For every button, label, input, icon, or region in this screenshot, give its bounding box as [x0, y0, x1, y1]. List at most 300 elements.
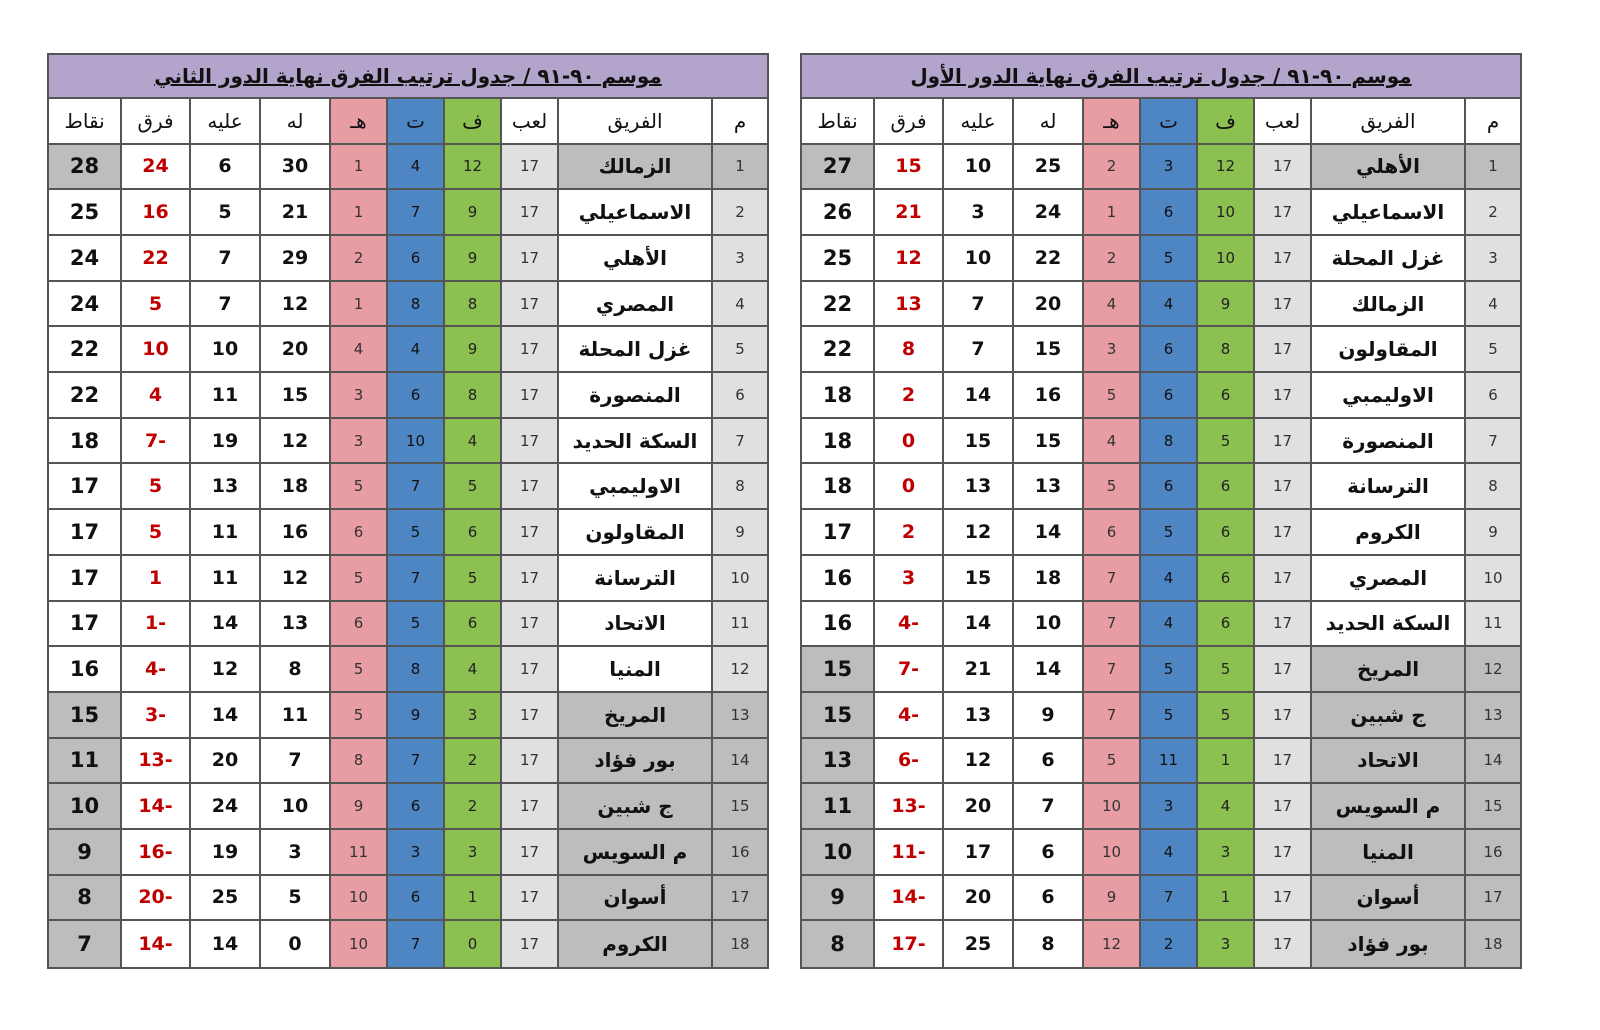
goals-against-cell: 25: [189, 876, 259, 920]
lost-cell: 10: [329, 876, 386, 920]
goals-against-cell: 14: [189, 602, 259, 646]
played-cell: 17: [1253, 282, 1310, 326]
played-cell: 17: [500, 876, 557, 920]
won-cell: 6: [1196, 556, 1253, 600]
goals-against-cell: 11: [189, 556, 259, 600]
lost-cell: 7: [1082, 556, 1139, 600]
table-row: [802, 556, 1520, 602]
played-cell: 17: [500, 419, 557, 463]
table-row: [49, 921, 767, 967]
team-name: الاتحاد: [557, 602, 711, 646]
table-row: [802, 282, 1520, 328]
won-cell: 1: [443, 876, 500, 920]
won-cell: 3: [1196, 921, 1253, 967]
lost-cell: 4: [329, 327, 386, 371]
goals-against-cell: 11: [189, 373, 259, 417]
goals-for-cell: 8: [1012, 921, 1082, 967]
table-row: [49, 556, 767, 602]
won-cell: 10: [1196, 236, 1253, 280]
goal-diff-cell: -4: [873, 693, 942, 737]
points-cell: 9: [49, 830, 120, 874]
drawn-cell: 6: [1139, 464, 1196, 508]
team-name: الترسانة: [1310, 464, 1464, 508]
team-name: الزمالك: [1310, 282, 1464, 326]
goals-against-cell: 12: [942, 739, 1012, 783]
rank-cell: 1: [711, 145, 767, 189]
team-name: الترسانة: [557, 556, 711, 600]
goal-diff-cell: 24: [120, 145, 189, 189]
lost-cell: 1: [1082, 190, 1139, 234]
team-name: المقاولون: [557, 510, 711, 554]
goal-diff-cell: 0: [873, 419, 942, 463]
team-name: المنصورة: [557, 373, 711, 417]
won-cell: 3: [443, 693, 500, 737]
rank-cell: 14: [711, 739, 767, 783]
lost-cell: 5: [329, 647, 386, 691]
table-row: [802, 921, 1520, 967]
drawn-cell: 5: [1139, 647, 1196, 691]
goals-against-cell: 20: [942, 876, 1012, 920]
played-cell: 17: [500, 236, 557, 280]
team-name: غزل المحلة: [557, 327, 711, 371]
goals-for-cell: 15: [259, 373, 329, 417]
header-drawn: ت: [386, 99, 443, 143]
played-cell: 17: [1253, 145, 1310, 189]
goals-against-cell: 25: [942, 921, 1012, 967]
table-row: [49, 419, 767, 465]
goal-diff-cell: -13: [120, 739, 189, 783]
goals-against-cell: 15: [942, 556, 1012, 600]
rank-cell: 6: [1464, 373, 1520, 417]
team-name: غزل المحلة: [1310, 236, 1464, 280]
lost-cell: 7: [1082, 602, 1139, 646]
rank-cell: 18: [711, 921, 767, 967]
goals-for-cell: 29: [259, 236, 329, 280]
rank-cell: 16: [711, 830, 767, 874]
played-cell: 17: [500, 556, 557, 600]
team-name: ج شبين: [1310, 693, 1464, 737]
rank-cell: 8: [711, 464, 767, 508]
points-cell: 15: [802, 647, 873, 691]
drawn-cell: 6: [1139, 190, 1196, 234]
played-cell: 17: [500, 327, 557, 371]
rank-cell: 13: [711, 693, 767, 737]
points-cell: 10: [49, 784, 120, 828]
points-cell: 17: [802, 510, 873, 554]
goals-for-cell: 14: [1012, 510, 1082, 554]
played-cell: 17: [1253, 373, 1310, 417]
rank-cell: 8: [1464, 464, 1520, 508]
header-team: الفريق: [1310, 99, 1464, 143]
goals-for-cell: 16: [1012, 373, 1082, 417]
goal-diff-cell: -14: [120, 784, 189, 828]
won-cell: 6: [1196, 602, 1253, 646]
team-name: أسوان: [1310, 876, 1464, 920]
header-points: نقاط: [802, 99, 873, 143]
team-name: السكة الحديد: [1310, 602, 1464, 646]
table-row: [802, 419, 1520, 465]
rank-cell: 15: [1464, 784, 1520, 828]
won-cell: 12: [443, 145, 500, 189]
drawn-cell: 6: [386, 876, 443, 920]
goal-diff-cell: 16: [120, 190, 189, 234]
header-rank: م: [711, 99, 767, 143]
header-goals-against: عليه: [942, 99, 1012, 143]
played-cell: 17: [500, 602, 557, 646]
team-name: الاوليمبي: [557, 464, 711, 508]
goals-against-cell: 5: [189, 190, 259, 234]
goal-diff-cell: -13: [873, 784, 942, 828]
header-goal-diff: فرق: [873, 99, 942, 143]
goals-against-cell: 10: [189, 327, 259, 371]
table-row: [49, 145, 767, 191]
played-cell: 17: [1253, 190, 1310, 234]
goal-diff-cell: 5: [120, 282, 189, 326]
won-cell: 1: [1196, 739, 1253, 783]
goal-diff-cell: 22: [120, 236, 189, 280]
goals-against-cell: 13: [942, 464, 1012, 508]
goals-for-cell: 10: [1012, 602, 1082, 646]
goals-for-cell: 21: [259, 190, 329, 234]
lost-cell: 5: [1082, 373, 1139, 417]
team-name: م السويس: [557, 830, 711, 874]
rank-cell: 18: [1464, 921, 1520, 967]
drawn-cell: 2: [1139, 921, 1196, 967]
header-won: ف: [443, 99, 500, 143]
team-name: المقاولون: [1310, 327, 1464, 371]
goal-diff-cell: 13: [873, 282, 942, 326]
goals-for-cell: 15: [1012, 419, 1082, 463]
points-cell: 9: [802, 876, 873, 920]
played-cell: 17: [500, 784, 557, 828]
points-cell: 25: [49, 190, 120, 234]
lost-cell: 10: [1082, 784, 1139, 828]
won-cell: 12: [1196, 145, 1253, 189]
goal-diff-cell: 15: [873, 145, 942, 189]
goal-diff-cell: 0: [873, 464, 942, 508]
played-cell: 17: [1253, 739, 1310, 783]
drawn-cell: 7: [386, 190, 443, 234]
table-body: [802, 145, 1520, 967]
goals-for-cell: 20: [259, 327, 329, 371]
rank-cell: 12: [1464, 647, 1520, 691]
lost-cell: 1: [329, 145, 386, 189]
drawn-cell: 11: [1139, 739, 1196, 783]
won-cell: 6: [1196, 373, 1253, 417]
lost-cell: 9: [1082, 876, 1139, 920]
points-cell: 11: [49, 739, 120, 783]
drawn-cell: 3: [386, 830, 443, 874]
header-won: ف: [1196, 99, 1253, 143]
points-cell: 17: [49, 464, 120, 508]
team-name: بور فؤاد: [557, 739, 711, 783]
rank-cell: 10: [711, 556, 767, 600]
goal-diff-cell: 2: [873, 373, 942, 417]
lost-cell: 5: [329, 693, 386, 737]
goals-for-cell: 10: [259, 784, 329, 828]
header-played: لعب: [500, 99, 557, 143]
team-name: الكروم: [557, 921, 711, 967]
goal-diff-cell: 4: [120, 373, 189, 417]
goals-for-cell: 6: [1012, 830, 1082, 874]
rank-cell: 2: [1464, 190, 1520, 234]
team-name: الزمالك: [557, 145, 711, 189]
goals-for-cell: 16: [259, 510, 329, 554]
lost-cell: 8: [329, 739, 386, 783]
points-cell: 17: [49, 556, 120, 600]
goal-diff-cell: 21: [873, 190, 942, 234]
points-cell: 18: [802, 419, 873, 463]
points-cell: 13: [802, 739, 873, 783]
rank-cell: 3: [1464, 236, 1520, 280]
rank-cell: 5: [711, 327, 767, 371]
goals-against-cell: 12: [942, 510, 1012, 554]
goals-against-cell: 10: [942, 145, 1012, 189]
goals-against-cell: 24: [189, 784, 259, 828]
played-cell: 17: [1253, 921, 1310, 967]
won-cell: 8: [443, 373, 500, 417]
team-name: الكروم: [1310, 510, 1464, 554]
header-points: نقاط: [49, 99, 120, 143]
drawn-cell: 10: [386, 419, 443, 463]
goals-against-cell: 14: [189, 921, 259, 967]
drawn-cell: 3: [1139, 784, 1196, 828]
played-cell: 17: [500, 739, 557, 783]
goals-against-cell: 21: [942, 647, 1012, 691]
standings-table-first-round: [800, 53, 1522, 969]
points-cell: 24: [49, 236, 120, 280]
goal-diff-cell: 8: [873, 327, 942, 371]
drawn-cell: 6: [386, 236, 443, 280]
table-row: [49, 693, 767, 739]
lost-cell: 12: [1082, 921, 1139, 967]
goals-against-cell: 7: [942, 282, 1012, 326]
table-row: [802, 602, 1520, 648]
played-cell: 17: [1253, 419, 1310, 463]
won-cell: 10: [1196, 190, 1253, 234]
played-cell: 17: [500, 282, 557, 326]
rank-cell: 3: [711, 236, 767, 280]
lost-cell: 7: [1082, 693, 1139, 737]
goals-for-cell: 24: [1012, 190, 1082, 234]
rank-cell: 11: [711, 602, 767, 646]
played-cell: 17: [1253, 510, 1310, 554]
played-cell: 17: [1253, 464, 1310, 508]
played-cell: 17: [500, 145, 557, 189]
played-cell: 17: [1253, 784, 1310, 828]
goals-against-cell: 13: [942, 693, 1012, 737]
goals-for-cell: 13: [1012, 464, 1082, 508]
points-cell: 26: [802, 190, 873, 234]
team-name: المنيا: [1310, 830, 1464, 874]
points-cell: 18: [802, 464, 873, 508]
team-name: المصري: [557, 282, 711, 326]
lost-cell: 10: [1082, 830, 1139, 874]
lost-cell: 5: [329, 556, 386, 600]
won-cell: 6: [1196, 464, 1253, 508]
played-cell: 17: [1253, 602, 1310, 646]
points-cell: 22: [49, 327, 120, 371]
rank-cell: 17: [1464, 876, 1520, 920]
table-row: [802, 510, 1520, 556]
goals-for-cell: 22: [1012, 236, 1082, 280]
goals-for-cell: 18: [1012, 556, 1082, 600]
goals-against-cell: 3: [942, 190, 1012, 234]
table-row: [49, 602, 767, 648]
drawn-cell: 7: [386, 921, 443, 967]
goals-against-cell: 14: [189, 693, 259, 737]
goal-diff-cell: -20: [120, 876, 189, 920]
goals-against-cell: 13: [189, 464, 259, 508]
goal-diff-cell: -16: [120, 830, 189, 874]
goals-for-cell: 6: [1012, 739, 1082, 783]
goals-against-cell: 19: [189, 830, 259, 874]
goals-against-cell: 15: [942, 419, 1012, 463]
lost-cell: 5: [1082, 464, 1139, 508]
won-cell: 2: [443, 739, 500, 783]
table-row: [802, 373, 1520, 419]
won-cell: 9: [443, 327, 500, 371]
lost-cell: 4: [1082, 419, 1139, 463]
rank-cell: 10: [1464, 556, 1520, 600]
drawn-cell: 4: [386, 145, 443, 189]
lost-cell: 3: [329, 373, 386, 417]
won-cell: 8: [443, 282, 500, 326]
table-row: [802, 876, 1520, 922]
rank-cell: 13: [1464, 693, 1520, 737]
played-cell: 17: [1253, 556, 1310, 600]
won-cell: 5: [1196, 647, 1253, 691]
drawn-cell: 9: [386, 693, 443, 737]
lost-cell: 10: [329, 921, 386, 967]
goals-for-cell: 7: [259, 739, 329, 783]
played-cell: 17: [1253, 236, 1310, 280]
goals-for-cell: 25: [1012, 145, 1082, 189]
team-name: الاوليمبي: [1310, 373, 1464, 417]
goal-diff-cell: -7: [873, 647, 942, 691]
goal-diff-cell: -1: [120, 602, 189, 646]
drawn-cell: 4: [386, 327, 443, 371]
points-cell: 22: [49, 373, 120, 417]
points-cell: 7: [49, 921, 120, 967]
goal-diff-cell: 12: [873, 236, 942, 280]
points-cell: 27: [802, 145, 873, 189]
played-cell: 17: [1253, 327, 1310, 371]
won-cell: 4: [443, 647, 500, 691]
table-row: [49, 876, 767, 922]
team-name: السكة الحديد: [557, 419, 711, 463]
drawn-cell: 7: [1139, 876, 1196, 920]
goal-diff-cell: 5: [120, 464, 189, 508]
goal-diff-cell: -14: [873, 876, 942, 920]
won-cell: 1: [1196, 876, 1253, 920]
header-drawn: ت: [1139, 99, 1196, 143]
drawn-cell: 5: [1139, 236, 1196, 280]
points-cell: 8: [49, 876, 120, 920]
drawn-cell: 4: [1139, 602, 1196, 646]
table-row: [49, 830, 767, 876]
won-cell: 6: [1196, 510, 1253, 554]
lost-cell: 4: [1082, 282, 1139, 326]
team-name: المنيا: [557, 647, 711, 691]
points-cell: 11: [802, 784, 873, 828]
goal-diff-cell: -17: [873, 921, 942, 967]
played-cell: 17: [1253, 693, 1310, 737]
points-cell: 8: [802, 921, 873, 967]
goals-for-cell: 0: [259, 921, 329, 967]
table-row: [49, 190, 767, 236]
goals-for-cell: 18: [259, 464, 329, 508]
points-cell: 28: [49, 145, 120, 189]
table-row: [49, 784, 767, 830]
goals-for-cell: 12: [259, 419, 329, 463]
header-goals-against: عليه: [189, 99, 259, 143]
points-cell: 17: [49, 510, 120, 554]
goals-against-cell: 17: [942, 830, 1012, 874]
table-row: [49, 464, 767, 510]
table-row: [49, 373, 767, 419]
team-name: الأهلي: [1310, 145, 1464, 189]
points-cell: 22: [802, 327, 873, 371]
header-goals-for: له: [259, 99, 329, 143]
drawn-cell: 6: [386, 784, 443, 828]
goals-for-cell: 12: [259, 282, 329, 326]
goals-for-cell: 14: [1012, 647, 1082, 691]
lost-cell: 1: [329, 190, 386, 234]
goals-against-cell: 14: [942, 373, 1012, 417]
played-cell: 17: [1253, 647, 1310, 691]
header-row: [49, 99, 767, 145]
header-goal-diff: فرق: [120, 99, 189, 143]
table-row: [49, 510, 767, 556]
won-cell: 5: [1196, 419, 1253, 463]
drawn-cell: 8: [1139, 419, 1196, 463]
won-cell: 2: [443, 784, 500, 828]
rank-cell: 4: [1464, 282, 1520, 326]
played-cell: 17: [500, 464, 557, 508]
lost-cell: 6: [329, 602, 386, 646]
drawn-cell: 7: [386, 739, 443, 783]
table-row: [802, 784, 1520, 830]
drawn-cell: 7: [386, 556, 443, 600]
goals-for-cell: 15: [1012, 327, 1082, 371]
table-row: [802, 236, 1520, 282]
points-cell: 22: [802, 282, 873, 326]
points-cell: 16: [802, 556, 873, 600]
points-cell: 10: [802, 830, 873, 874]
table-row: [49, 647, 767, 693]
table-row: [49, 327, 767, 373]
lost-cell: 11: [329, 830, 386, 874]
played-cell: 17: [500, 921, 557, 967]
points-cell: 17: [49, 602, 120, 646]
won-cell: 6: [443, 510, 500, 554]
points-cell: 25: [802, 236, 873, 280]
goal-diff-cell: 2: [873, 510, 942, 554]
team-name: المصري: [1310, 556, 1464, 600]
rank-cell: 17: [711, 876, 767, 920]
drawn-cell: 6: [1139, 373, 1196, 417]
rank-cell: 11: [1464, 602, 1520, 646]
goals-for-cell: 13: [259, 602, 329, 646]
goals-against-cell: 7: [189, 282, 259, 326]
rank-cell: 5: [1464, 327, 1520, 371]
goals-for-cell: 12: [259, 556, 329, 600]
won-cell: 3: [1196, 830, 1253, 874]
rank-cell: 7: [711, 419, 767, 463]
goal-diff-cell: -4: [120, 647, 189, 691]
lost-cell: 1: [329, 282, 386, 326]
